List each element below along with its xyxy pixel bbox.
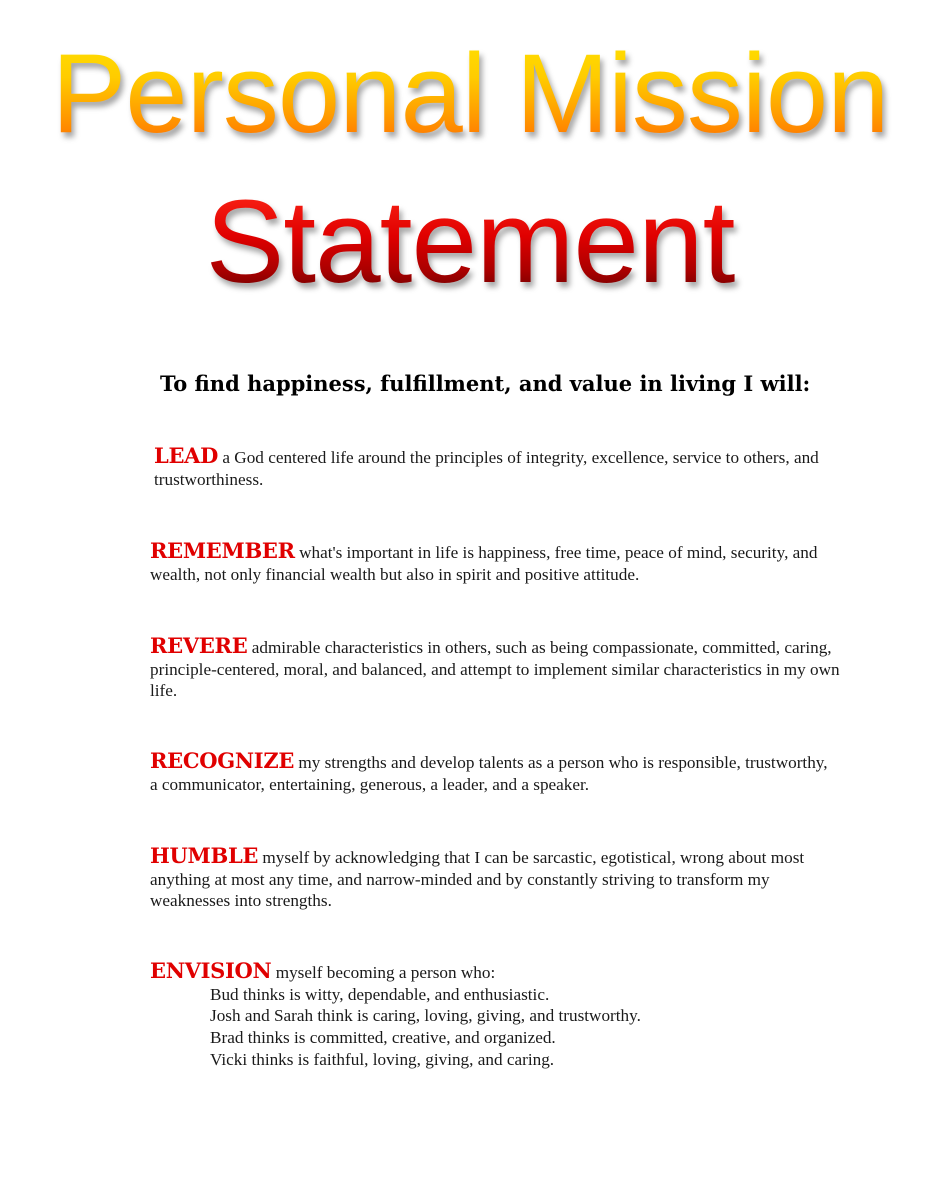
item-text: what's important in life is happiness, free time, peace of mind, security, and wealth, not only financial wealth but also in spirit and positive attitude. (150, 543, 818, 584)
item-keyword: REMEMBER (150, 538, 295, 563)
item-keyword: REVERE (150, 633, 248, 658)
item-keyword: RECOGNIZE (150, 748, 295, 773)
mission-item-humble (150, 845, 840, 912)
item-keyword: LEAD (154, 443, 219, 468)
mission-item-envision (150, 960, 840, 1070)
envision-subitem: Brad thinks is committed, creative, and organized. (210, 1027, 556, 1047)
item-keyword: ENVISION (150, 958, 272, 983)
mission-item-revere (150, 635, 845, 702)
mission-item-recognize (150, 750, 830, 795)
envision-sublist (150, 984, 840, 1071)
title-line-2: Statement (0, 183, 940, 301)
mission-item-lead (154, 445, 834, 490)
item-text: a God centered life around the principles of integrity, excellence, service to others, and trustworthiness. (154, 448, 819, 489)
intro-heading: To find happiness, fulfillment, and value in living I will: (160, 371, 811, 396)
item-text: my strengths and develop talents as a person who is responsible, trustworthy, a communicator, entertaining, generous, a leader, and a speaker. (150, 753, 828, 794)
item-text: myself by acknowledging that I can be sarcastic, egotistical, wrong about most anything at most any time, and narrow-minded and by constantly striving to transform my weaknesses into strengths. (150, 848, 805, 910)
item-text: myself becoming a person who: (275, 963, 496, 982)
item-keyword: HUMBLE (150, 843, 259, 868)
envision-subitem: Vicki thinks is faithful, loving, giving, and caring. (210, 1049, 555, 1069)
item-text: admirable characteristics in others, such as being compassionate, committed, caring, principle-centered, moral, and balanced, and attempt to implement similar characteristics in my own life. (150, 638, 840, 700)
title-line-1: Personal Mission (0, 38, 940, 150)
envision-subitem: Josh and Sarah think is caring, loving, giving, and trustworthy. (210, 1006, 641, 1026)
mission-item-remember (150, 540, 840, 585)
envision-subitem: Bud thinks is witty, dependable, and enthusiastic. (210, 984, 550, 1004)
